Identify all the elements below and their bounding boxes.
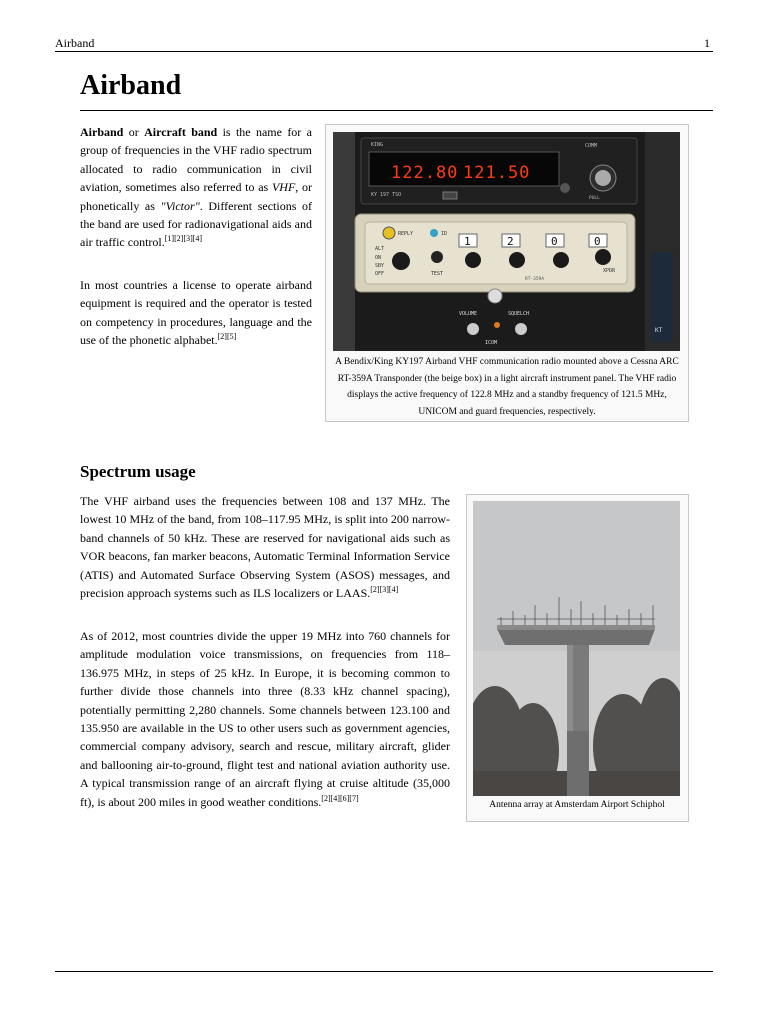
radio-brand-label: KING <box>371 142 384 148</box>
alt-label: ALT <box>375 246 385 252</box>
header-rule <box>55 51 713 52</box>
citation-link[interactable]: [2][4][6][7] <box>321 793 359 803</box>
knob-label: PULL <box>589 196 600 201</box>
term-victor: "Victor" <box>160 198 200 213</box>
reply-label: REPLY <box>398 231 414 237</box>
squawk-digit-4: 0 <box>594 235 601 248</box>
page-title: Airband <box>80 70 182 101</box>
citation-link[interactable]: [2][3][4] <box>370 585 399 595</box>
squawk-digit-2: 2 <box>507 235 514 248</box>
comm-label: COMM <box>585 143 598 149</box>
squawk-knob-2 <box>509 252 525 268</box>
volume-label: VOLUME <box>459 311 478 317</box>
intro-paragraph-1: Airband or Aircraft band is the name for a group of frequencies in the VHF radio spectrum allocated to radio communication in civil aviation, sometimes also referred to as VHF, or phonetically as "Victor". Different sections of the band are used for radionavigational aids and air traffic control.[1][2][3][4] <box>80 125 313 250</box>
squelch-label: SQUELCH <box>508 311 530 317</box>
antenna-array-photo <box>473 501 680 796</box>
running-header-title: Airband <box>55 36 95 50</box>
active-frequency: 122.80 <box>391 163 459 183</box>
page-number: 1 <box>704 36 710 50</box>
squelch-knob <box>515 323 527 335</box>
intro-paragraph-2: In most countries a license to operate airband equipment is required and the operator is tested on competency in procedures, language and the use of the phonetic alphabet.[2][5] <box>80 278 312 348</box>
ident-label: ID <box>441 231 448 237</box>
off-label: OFF <box>375 271 385 277</box>
spectrum-paragraph-2: As of 2012, most countries divide the upper 19 MHz into 760 channels for amplitude modulation voice transmissions, on frequencies from 118–136.975 MHz, in steps of 25 kHz. In Europe, it is becoming common to further divide those channels into three (8.33 kHz channel spacing), potentially permitting 2,280 channels. Some channels between 123.100 and 135.950 are available in the US to other users such as government agencies, commercial company advisory, search and rescue, military aircraft, glider and ballooning air-to-ground, flight test and national aviation authority use. A typical transmission range of an aircraft flying at cruise altitude (35,000 ft), is about 200 miles in good weather conditions.[2][4][6][7] <box>80 629 450 809</box>
frequency-knob <box>595 170 611 186</box>
figure-antenna-caption: Antenna array at Amsterdam Airport Schiphol <box>489 800 665 810</box>
transfer-button <box>443 192 457 199</box>
rt-model-label: RT-359A <box>525 277 544 282</box>
footer-rule <box>55 971 713 972</box>
squawk-digit-3: 0 <box>551 235 558 248</box>
section-heading-spectrum-usage: Spectrum usage <box>80 462 196 481</box>
xpdr-label: XPDR <box>603 268 616 274</box>
test-label: TEST <box>431 271 444 277</box>
squawk-knob-1 <box>465 252 481 268</box>
radio-stack-photo <box>333 132 680 351</box>
reply-light <box>383 227 395 239</box>
on-label: ON <box>375 255 382 261</box>
squawk-knob-4 <box>595 249 611 265</box>
citation-link[interactable]: [2][5] <box>217 332 237 342</box>
icom-label: ICOM <box>485 340 498 346</box>
mode-knob <box>392 252 410 270</box>
title-rule <box>80 110 713 111</box>
term-airband: Airband <box>80 125 124 139</box>
standby-frequency: 121.50 <box>463 163 531 183</box>
figure-radio-caption: A Bendix/King KY197 Airband VHF communication radio mounted above a Cessna ARC RT-359A Transponder (the beige box) in a light aircraft instrument panel. The VHF radio displays the active frequency of 122.8 MHz and a standby frequency of 121.5 MHz, UNICOM and guard frequencies, respectively. <box>335 357 679 417</box>
sby-label: SBY <box>375 263 385 269</box>
radio-model-label: KY 197 TSO <box>371 192 402 198</box>
logo-badge <box>488 289 502 303</box>
volume-knob <box>467 323 479 335</box>
side-panel-label: KT <box>655 327 663 334</box>
squawk-knob-3 <box>553 252 569 268</box>
ident-button <box>431 251 443 263</box>
term-vhf: VHF <box>271 180 296 195</box>
spectrum-paragraph-1: The VHF airband uses the frequencies between 108 and 137 MHz. The lowest 10 MHz of the band, from 108–117.95 MHz, is split into 200 narrow-band channels of 50 kHz. These are reserved for navigational aids such as VOR beacons, fan marker beacons, Automatic Terminal Information Service (ATIS) and Automated Surface Observing System (ASOS) messages, and precision approach systems such as ILS localizers or LAAS.[2][3][4] <box>80 494 450 601</box>
citation-link[interactable]: [1][2][3][4] <box>164 234 203 244</box>
term-aircraft-band: Aircraft band <box>144 125 218 139</box>
squawk-digit-1: 1 <box>464 235 471 248</box>
